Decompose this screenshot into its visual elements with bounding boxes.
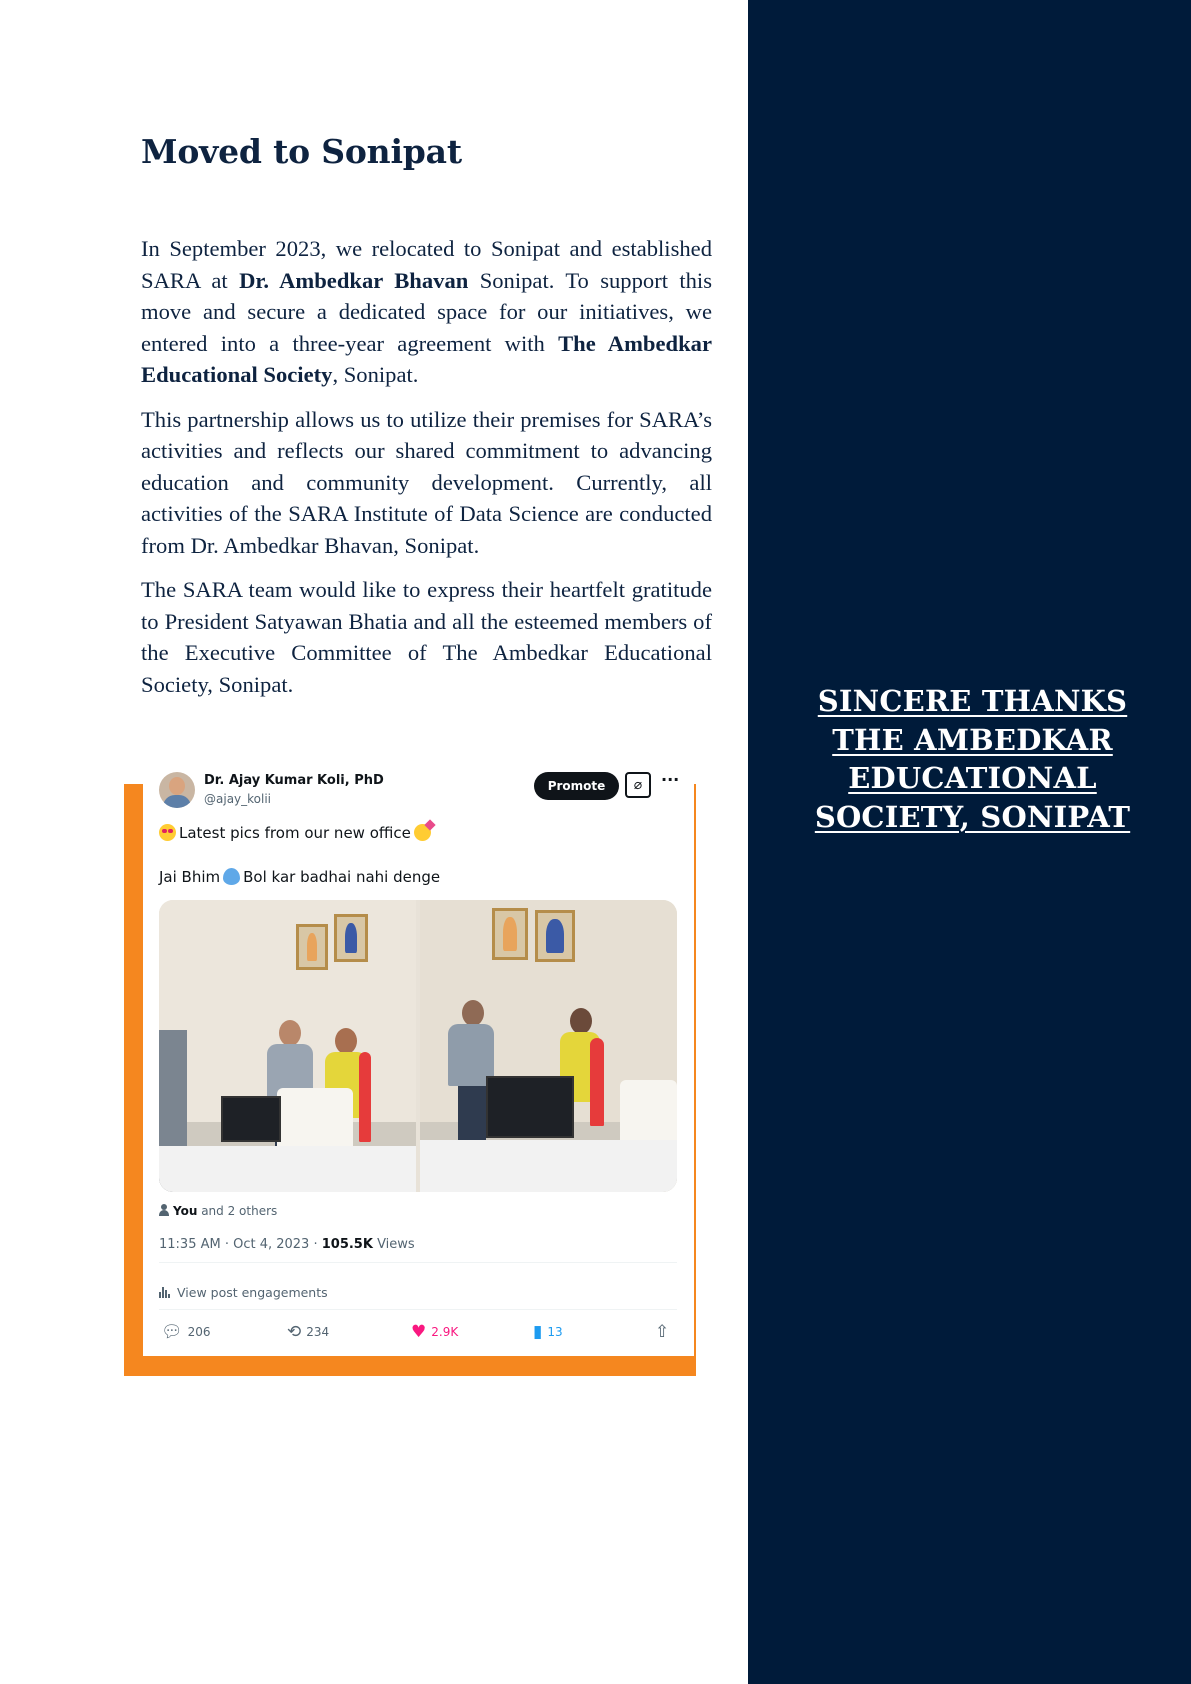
page-title: Moved to Sonipat xyxy=(141,132,462,171)
bar-chart-icon xyxy=(159,1287,171,1298)
views-count: 105.5K xyxy=(321,1237,373,1252)
author-handle[interactable]: @ajay_kolii xyxy=(204,792,272,806)
p1-text: In September 2023, we relocated to Sonipat and established SARA at xyxy=(141,236,712,293)
repost-icon: ⟲ xyxy=(287,1322,302,1342)
reply-count: 206 xyxy=(187,1325,211,1339)
tweet-text-line-1 xyxy=(159,824,434,842)
party-face-emoji-icon xyxy=(414,824,431,841)
liked-by-others: and 2 others xyxy=(201,1204,278,1218)
promote-button[interactable]: Promote xyxy=(534,772,619,800)
paragraph-2: This partnership allows us to utilize their premises for SARA’s activities and reflects our shared commitment to advancing education and community development. Currently, all activities of the SARA Institute of Data Science are conducted from Dr. Ambedkar Bhavan, Sonipat. xyxy=(141,406,712,558)
tweet-photos[interactable] xyxy=(159,900,677,1192)
paragraph-3: The SARA team would like to express their heartfelt gratitude to President Satyawan Bhatia and all the esteemed members of the Executive Committee of The Ambedkar Educational Society, Sonipat. xyxy=(141,577,712,697)
tweet-photo-2[interactable] xyxy=(420,900,677,1192)
share-button[interactable] xyxy=(655,1322,669,1342)
avatar[interactable] xyxy=(159,772,195,808)
repost-button[interactable] xyxy=(287,1322,329,1342)
like-count: 2.9K xyxy=(431,1325,459,1339)
tweet-actions xyxy=(159,1322,679,1348)
reply-button[interactable] xyxy=(161,1322,211,1342)
views-label: Views xyxy=(377,1237,415,1252)
engagements-label: View post engagements xyxy=(177,1285,328,1300)
tweet-card xyxy=(143,760,694,1356)
author-name[interactable]: Dr. Ajay Kumar Koli, PhD xyxy=(204,773,384,788)
divider xyxy=(159,1309,677,1310)
bookmark-icon: ▮ xyxy=(533,1322,543,1342)
person-icon xyxy=(159,1204,169,1216)
paragraph-1 xyxy=(141,233,712,391)
like-button[interactable] xyxy=(411,1322,458,1342)
tweet-text-1: Latest pics from our new office xyxy=(179,824,411,842)
bookmark-button[interactable] xyxy=(533,1322,563,1342)
share-icon: ⇧ xyxy=(655,1322,670,1342)
heart-eyes-emoji-icon xyxy=(159,824,176,841)
liked-by-you: You xyxy=(173,1204,198,1218)
sidebar-thanks-heading: SINCERE THANKS THE AMBEDKAR EDUCATIONAL SOCIETY, SONIPAT xyxy=(814,684,1131,834)
body-text xyxy=(141,233,712,713)
blue-heart-emoji-icon xyxy=(223,868,240,885)
p1-bold-bhavan: Dr. Ambedkar Bhavan xyxy=(239,267,469,293)
p1-text-2: Sonipat. To support this move and secure a dedicated space for our initiatives, we entered into a three-year agreement with xyxy=(141,267,712,356)
tweet-text-2b: Bol kar badhai nahi denge xyxy=(243,868,441,886)
tweet-text-line-2 xyxy=(159,868,440,886)
tweet-timestamp[interactable]: 11:35 AM · Oct 4, 2023 · xyxy=(159,1237,322,1252)
divider xyxy=(159,1262,677,1263)
grok-icon[interactable]: ⌀ xyxy=(625,772,651,798)
repost-count: 234 xyxy=(306,1325,330,1339)
heart-icon: ♥ xyxy=(411,1322,427,1342)
view-engagements-link[interactable] xyxy=(159,1285,328,1300)
tweet-meta xyxy=(159,1237,415,1252)
tweet-photo-1[interactable] xyxy=(159,900,416,1192)
right-sidebar-panel xyxy=(748,0,1191,1684)
bookmark-count: 13 xyxy=(547,1325,563,1339)
tweet-text-2a: Jai Bhim xyxy=(159,868,221,886)
reply-icon: 💬︎ xyxy=(161,1322,183,1342)
more-icon[interactable]: ··· xyxy=(661,770,680,789)
p1-text-3: , Sonipat. xyxy=(332,362,419,387)
liked-by-line[interactable] xyxy=(159,1204,277,1218)
p1-bold-society: The Ambedkar Educational Society xyxy=(141,330,712,387)
